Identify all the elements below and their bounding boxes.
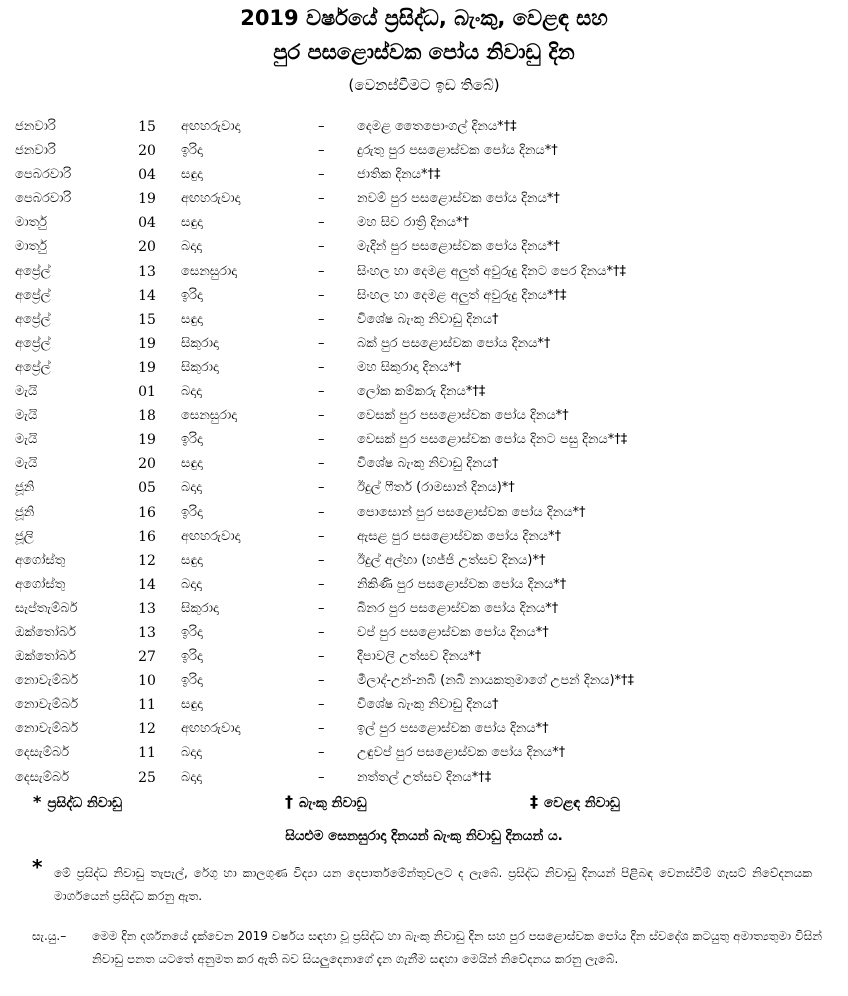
holiday-cell: විශේෂ බැංකු නිවාඩු දිනය† bbox=[357, 456, 499, 472]
holiday-cell: විශේෂ බැංකු නිවාඩු දිනය† bbox=[357, 697, 499, 713]
dash-separator: – bbox=[318, 359, 325, 375]
month-cell: අගෝස්තු bbox=[15, 576, 66, 592]
weekday-cell: ඉරිදා bbox=[181, 649, 203, 665]
legend-symbol: * bbox=[33, 792, 42, 811]
holiday-cell: ජාතික දිනය*†‡ bbox=[357, 167, 441, 183]
day-cell: 13 bbox=[138, 624, 156, 641]
table-row bbox=[0, 332, 848, 356]
month-cell: මැයි bbox=[15, 432, 38, 448]
dash-separator: – bbox=[318, 769, 325, 785]
dash-separator: – bbox=[318, 384, 325, 400]
month-cell: අප්‍රේල් bbox=[15, 263, 51, 279]
holiday-cell: මහ සිව රාත්‍රි දිනය*† bbox=[357, 215, 470, 231]
table-row bbox=[0, 115, 848, 139]
legend-symbol: ‡ bbox=[530, 792, 538, 811]
month-cell: අප්‍රේල් bbox=[15, 359, 51, 375]
holiday-cell: දුරුතු පුර පසළොස්වක පෝය දිනය*† bbox=[357, 143, 558, 159]
table-row bbox=[0, 452, 848, 476]
month-cell: අප්‍රේල් bbox=[15, 335, 51, 351]
weekday-cell: සඳුදා bbox=[181, 456, 203, 472]
holiday-cell: ඉල් පුර පසළොස්වක පෝය දිනය*† bbox=[357, 721, 549, 737]
month-cell: ජූලි bbox=[15, 528, 34, 544]
weekday-cell: සඳුදා bbox=[181, 311, 203, 327]
day-cell: 01 bbox=[138, 384, 156, 401]
day-cell: 25 bbox=[138, 769, 156, 786]
day-cell: 12 bbox=[138, 552, 156, 569]
month-cell: මැයි bbox=[15, 456, 38, 472]
weekday-cell: සිකුරාදා bbox=[181, 359, 219, 375]
month-cell: ජනවාරි bbox=[15, 119, 56, 134]
dash-separator: – bbox=[318, 191, 325, 207]
month-cell: ඔක්තෝබර් bbox=[15, 649, 77, 665]
holiday-cell: වෙසක් පුර පසළොස්වක පෝය දිනය*† bbox=[357, 408, 569, 424]
day-cell: 12 bbox=[138, 721, 156, 738]
day-cell: 16 bbox=[138, 504, 156, 521]
month-cell: ජනවාරි bbox=[15, 143, 56, 159]
dash-separator: – bbox=[318, 673, 325, 689]
day-cell: 04 bbox=[138, 215, 156, 232]
weekday-cell: අඟහරුවාදා bbox=[181, 191, 241, 207]
weekday-cell: බදාදා bbox=[181, 576, 202, 592]
legend-label: ප්‍රසිද්ධ නිවාඩු bbox=[47, 795, 123, 811]
table-row bbox=[0, 235, 848, 259]
table-row bbox=[0, 645, 848, 669]
day-cell: 05 bbox=[138, 480, 156, 497]
day-cell: 14 bbox=[138, 576, 156, 593]
table-row bbox=[0, 741, 848, 765]
weekday-cell: බදාදා bbox=[181, 745, 202, 761]
dash-separator: – bbox=[318, 119, 325, 134]
month-cell: මාර්තු bbox=[15, 215, 48, 231]
dash-separator: – bbox=[318, 600, 325, 616]
day-cell: 11 bbox=[138, 697, 156, 714]
month-cell: පෙබරවාරි bbox=[15, 167, 72, 183]
dash-separator: – bbox=[318, 552, 325, 568]
footnote bbox=[32, 855, 812, 908]
table-row bbox=[0, 284, 848, 308]
table-row bbox=[0, 308, 848, 332]
weekday-cell: බදාදා bbox=[181, 239, 202, 255]
weekday-cell: අඟහරුවාදා bbox=[181, 119, 241, 134]
month-cell: ඔක්තෝබර් bbox=[15, 624, 77, 640]
table-row bbox=[0, 404, 848, 428]
holiday-cell: පොසොන් පුර පසළොස්වක පෝය දිනය*† bbox=[357, 504, 586, 520]
day-cell: 13 bbox=[138, 600, 156, 617]
table-row bbox=[0, 669, 848, 693]
table-row bbox=[0, 211, 848, 235]
weekday-cell: සිකුරාදා bbox=[181, 600, 219, 616]
day-cell: 20 bbox=[138, 456, 156, 473]
holiday-cell: මැදින් පුර පසළොස්වක පෝය දිනය*† bbox=[357, 239, 560, 255]
page-subtitle: (වෙනස්වීමට ඉඩ තිබේ) bbox=[348, 76, 500, 94]
dash-separator: – bbox=[318, 649, 325, 665]
saturday-note: සියළුම සෙනසුරාදා දිනයන් බැංකු නිවාඩු දිනයන් ය. bbox=[285, 828, 563, 844]
page-title-line-2: පුර පසළොස්වක පෝය නිවාඩු දින bbox=[273, 40, 575, 64]
holiday-cell: බිනර පුර පසළොස්වක පෝය දිනය*† bbox=[357, 600, 559, 616]
day-cell: 10 bbox=[138, 673, 156, 690]
holiday-cell: සිංහල හා දෙමළ අලුත් අවුරුදු දිනට පෙර දිනය*†‡ bbox=[357, 263, 626, 279]
day-cell: 15 bbox=[138, 119, 156, 135]
day-cell: 19 bbox=[138, 335, 156, 352]
holiday-cell: ඊදුල් ෆීතර් (රාමසාන් දිනය)*† bbox=[357, 480, 515, 496]
weekday-cell: ඉරිදා bbox=[181, 673, 203, 689]
holiday-cell: බක් පුර පසළොස්වක පෝය දිනය*† bbox=[357, 335, 551, 351]
dash-separator: – bbox=[318, 239, 325, 255]
month-cell: අප්‍රේල් bbox=[15, 287, 51, 303]
legend-bank-holiday bbox=[285, 792, 367, 811]
footnote-symbol: * bbox=[32, 855, 43, 879]
day-cell: 27 bbox=[138, 649, 156, 666]
holiday-cell: වප් පුර පසළොස්වක පෝය දිනය*† bbox=[357, 624, 549, 640]
table-row bbox=[0, 717, 848, 741]
day-cell: 19 bbox=[138, 359, 156, 376]
holiday-cell: උඳුවප් පුර පසළොස්වක පෝය දිනය*† bbox=[357, 745, 566, 761]
table-row bbox=[0, 766, 848, 790]
legend-symbol: † bbox=[285, 792, 293, 811]
month-cell: ජූනි bbox=[15, 504, 35, 520]
dash-separator: – bbox=[318, 432, 325, 448]
weekday-cell: ඉරිදා bbox=[181, 504, 203, 520]
weekday-cell: සඳුදා bbox=[181, 697, 203, 713]
page-title-line-1: 2019 වර්ෂයේ ප්‍රසිද්ධ, බැංකු, වෙළඳ සහ bbox=[240, 6, 608, 30]
footnote-text: මේ ප්‍රසිද්ධ නිවාඩු තැපැල්, රේගු හා කාලගුණ විද්‍යා යන දෙපාර්තමේන්තුවලට ද ලැබේ. ප්‍රසිද්ධ නිවාඩු දිනයන් පිළිබඳ වෙනස්වීම් ගැසට් නිවේදනයක මාර්ගයෙන් ප්‍රසිද්ධ කරනු ඇත. bbox=[54, 866, 812, 903]
weekday-cell: අඟහරුවාදා bbox=[181, 721, 241, 737]
day-cell: 19 bbox=[138, 191, 156, 208]
dash-separator: – bbox=[318, 480, 325, 496]
weekday-cell: ඉරිදා bbox=[181, 624, 203, 640]
dash-separator: – bbox=[318, 745, 325, 761]
remark-label: සැ.යු.– bbox=[32, 929, 67, 943]
holiday-cell: ඊදුල් අල්හා (හජ්ජි උත්සව දිනය)*† bbox=[357, 552, 546, 568]
weekday-cell: සඳුදා bbox=[181, 167, 203, 183]
month-cell: නොවැම්බර් bbox=[15, 673, 79, 689]
day-cell: 16 bbox=[138, 528, 156, 545]
table-row bbox=[0, 187, 848, 211]
weekday-cell: බදාදා bbox=[181, 480, 202, 496]
table-row bbox=[0, 163, 848, 187]
legend-label: බැංකු නිවාඩු bbox=[299, 795, 367, 811]
month-cell: දෙසැම්බර් bbox=[15, 745, 70, 761]
dash-separator: – bbox=[318, 408, 325, 424]
month-cell: සැප්තැම්බර් bbox=[15, 600, 78, 616]
dash-separator: – bbox=[318, 167, 325, 183]
dash-separator: – bbox=[318, 311, 325, 327]
table-row bbox=[0, 139, 848, 163]
table-row bbox=[0, 693, 848, 717]
dash-separator: – bbox=[318, 143, 325, 159]
weekday-cell: බදාදා bbox=[181, 769, 202, 785]
dash-separator: – bbox=[318, 215, 325, 231]
dash-separator: – bbox=[318, 624, 325, 640]
dash-separator: – bbox=[318, 528, 325, 544]
legend-public-holiday bbox=[33, 792, 122, 811]
month-cell: මාර්තු bbox=[15, 239, 48, 255]
dash-separator: – bbox=[318, 456, 325, 472]
month-cell: මැයි bbox=[15, 408, 38, 424]
holiday-table bbox=[0, 115, 848, 790]
weekday-cell: ඉරිදා bbox=[181, 143, 203, 159]
legend-mercantile-holiday bbox=[530, 792, 620, 811]
weekday-cell: සිකුරාදා bbox=[181, 335, 219, 351]
day-cell: 11 bbox=[138, 745, 156, 762]
weekday-cell: සඳුදා bbox=[181, 215, 203, 231]
dash-separator: – bbox=[318, 504, 325, 520]
month-cell: නොවැම්බර් bbox=[15, 721, 79, 737]
day-cell: 14 bbox=[138, 287, 156, 304]
weekday-cell: ඉරිදා bbox=[181, 432, 203, 448]
holiday-cell: වෙසක් පුර පසළොස්වක පෝය දිනට පසු දිනය*†‡ bbox=[357, 432, 628, 448]
holiday-cell: නත්තල් උත්සව දිනය*†‡ bbox=[357, 769, 492, 785]
dash-separator: – bbox=[318, 335, 325, 351]
weekday-cell: සඳුදා bbox=[181, 552, 203, 568]
day-cell: 19 bbox=[138, 432, 156, 449]
holiday-cell: විශේෂ බැංකු නිවාඩු දිනය† bbox=[357, 311, 499, 327]
dash-separator: – bbox=[318, 721, 325, 737]
month-cell: නොවැම්බර් bbox=[15, 697, 79, 713]
dash-separator: – bbox=[318, 263, 325, 279]
month-cell: දෙසැම්බර් bbox=[15, 769, 70, 785]
table-row bbox=[0, 260, 848, 284]
holiday-cell: දෙමළ තෛපොංගල් දිනය*†‡ bbox=[357, 119, 517, 134]
table-row bbox=[0, 476, 848, 500]
table-row bbox=[0, 549, 848, 573]
dash-separator: – bbox=[318, 576, 325, 592]
day-cell: 15 bbox=[138, 311, 156, 328]
weekday-cell: ඉරිදා bbox=[181, 287, 203, 303]
holiday-cell: නවම් පුර පසළොස්වක පෝය දිනය*† bbox=[357, 191, 560, 207]
month-cell: ජූනි bbox=[15, 480, 35, 496]
holiday-cell: නිකිණි පුර පසළොස්වක පෝය දිනය*† bbox=[357, 576, 567, 592]
dash-separator: – bbox=[318, 697, 325, 713]
month-cell: අගෝස්තු bbox=[15, 552, 66, 568]
weekday-cell: බදාදා bbox=[181, 384, 202, 400]
table-row bbox=[0, 428, 848, 452]
month-cell: අප්‍රේල් bbox=[15, 311, 51, 327]
holiday-cell: ලෝක කම්කරු දිනය*†‡ bbox=[357, 384, 486, 400]
weekday-cell: අඟහරුවාදා bbox=[181, 528, 241, 544]
table-row bbox=[0, 573, 848, 597]
day-cell: 04 bbox=[138, 167, 156, 184]
table-row bbox=[0, 356, 848, 380]
table-row bbox=[0, 380, 848, 404]
weekday-cell: සෙනසුරාදා bbox=[181, 408, 238, 424]
day-cell: 20 bbox=[138, 239, 156, 256]
holiday-cell: සිංහල හා දෙමළ අලුත් අවුරුදු දිනය*†‡ bbox=[357, 287, 567, 303]
remark-note bbox=[32, 925, 822, 971]
dash-separator: – bbox=[318, 287, 325, 303]
holiday-cell: දීපාවලි උත්සව දිනය*† bbox=[357, 649, 482, 665]
day-cell: 20 bbox=[138, 143, 156, 160]
month-cell: මැයි bbox=[15, 384, 38, 400]
remark-text: මෙම දින දර්ශනයේ දැක්වෙන 2019 වර්ෂය සඳහා වූ ප්‍රසිද්ධ හා බැංකු නිවාඩු දින සහ පුර පසළොස්වක පෝය දින ස්වදේශ කටයුතු අමාත්‍යතුමා විසින් නිවාඩු පනත යටතේ අනුමත කර ඇති බව සියලුදෙනාගේ දැන ගැනීම සඳහා මෙයින් නිවේදනය කරනු ලැබේ. bbox=[92, 929, 822, 966]
table-row bbox=[0, 621, 848, 645]
holiday-cell: මහ සිකුරාදා දිනය*† bbox=[357, 359, 462, 375]
weekday-cell: සෙනසුරාදා bbox=[181, 263, 238, 279]
table-row bbox=[0, 501, 848, 525]
table-row bbox=[0, 597, 848, 621]
table-row bbox=[0, 525, 848, 549]
day-cell: 13 bbox=[138, 263, 156, 280]
month-cell: පෙබරවාරි bbox=[15, 191, 72, 207]
holiday-cell: ඇසළ පුර පසළොස්වක පෝය දිනය*† bbox=[357, 528, 562, 544]
legend-label: වෙළඳ නිවාඩු bbox=[544, 795, 620, 811]
day-cell: 18 bbox=[138, 408, 156, 425]
holiday-cell: මීලාද්-උන්-නබි (නබි නායකතුමාගේ උපන් දිනය)*†‡ bbox=[357, 673, 635, 689]
